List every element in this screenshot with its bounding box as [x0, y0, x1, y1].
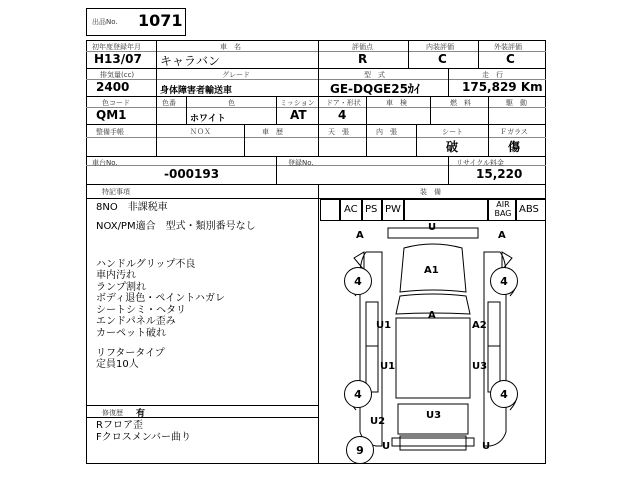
mileage-label: 走 行: [482, 71, 503, 79]
grid-line: [366, 124, 367, 156]
equipment-label: 装 備: [420, 188, 441, 196]
drive-label: 駆 動: [506, 99, 527, 107]
first-reg-label: 初年度登録年月: [92, 43, 141, 51]
color-value: ホワイト: [190, 114, 226, 124]
int-grade-label: 内装評価: [426, 43, 454, 51]
repair-note: Rフロア歪: [96, 420, 143, 431]
grid-line: [318, 124, 319, 156]
glass-label: Ｆガラス: [500, 128, 528, 136]
car-name-value: キャラバン: [160, 54, 221, 68]
car-name-label: 車 名: [220, 43, 241, 51]
damage-right-rear-side: U3: [472, 361, 488, 372]
equipment-airbag: AIR BAG: [494, 200, 512, 218]
score-value: R: [358, 52, 368, 66]
damage-left-front-side: U1: [376, 320, 392, 331]
note-nox: NOX/PM適合 型式・類別番号なし: [96, 221, 256, 232]
equipment-box: [404, 199, 488, 221]
note-defect: ランプ割れ: [96, 282, 146, 293]
reg-no-label: 登録No.: [288, 159, 314, 167]
equipment-pw: PW: [385, 204, 401, 215]
shaken-label: 車 検: [386, 99, 407, 107]
equipment-abs: ABS: [519, 204, 539, 215]
damage-front-left: A: [356, 230, 364, 241]
grid-line: [86, 156, 546, 157]
color-code-label: 色コード: [102, 99, 130, 107]
ceiling-label: 天 張: [328, 128, 349, 136]
vehicle-diagram: [320, 222, 546, 464]
right-side-windows: [488, 302, 500, 392]
int-grade-value: C: [438, 52, 447, 66]
seat-value: 破: [446, 140, 459, 154]
history-label: 車 歴: [262, 128, 283, 136]
grid-line: [86, 107, 546, 108]
tire-rear-right: 4: [490, 380, 518, 408]
grid-line: [86, 51, 546, 52]
tire-rear-left: 4: [344, 380, 372, 408]
displacement-label: 排気量(cc): [100, 71, 135, 79]
repair-value: 有: [136, 409, 146, 419]
roof-outline: [396, 318, 470, 398]
equipment-ac: AC: [344, 204, 358, 215]
mission-label: ミッション: [280, 99, 315, 107]
lot-number-label: 出品No.: [92, 18, 118, 26]
grid-line: [156, 68, 157, 96]
equipment-ps: PS: [365, 204, 378, 215]
repair-note: Fクロスメンバー曲り: [96, 432, 192, 443]
grid-line: [430, 96, 431, 124]
mileage-value: 175,829 Km: [462, 80, 543, 94]
rear-bumper: [392, 438, 474, 446]
spare-tire: 9: [346, 436, 374, 464]
color-label: 色: [228, 99, 235, 107]
grid-line: [448, 68, 449, 96]
model-value: GE-DQGE25ｶｲ: [330, 82, 420, 96]
damage-roof: A: [428, 310, 436, 321]
grid-line: [86, 405, 318, 406]
note-defect: 車内汚れ: [96, 270, 136, 281]
notes-label: 特記事項: [102, 188, 130, 196]
model-label: 型 式: [364, 71, 385, 79]
tire-front-left: 4: [344, 267, 372, 295]
equipment-box: [320, 199, 340, 221]
note-defect: エンドパネル歪み: [96, 316, 176, 327]
grid-line: [186, 96, 187, 124]
grid-line: [86, 124, 546, 125]
ext-grade-label: 外装評価: [494, 43, 522, 51]
note-extra: 定員10人: [96, 359, 139, 370]
fuel-label: 燃 料: [450, 99, 471, 107]
grid-line: [366, 96, 367, 124]
grid-line: [156, 124, 157, 156]
score-label: 評価点: [352, 43, 373, 51]
grid-line: [318, 96, 319, 124]
grid-line: [276, 96, 277, 124]
grid-line: [86, 137, 546, 138]
doors-label: ドア・形状: [326, 99, 361, 107]
maintenance-label: 整備手帳: [96, 128, 124, 136]
grid-line: [86, 184, 546, 185]
note-extra: リフタータイプ: [96, 348, 165, 359]
mission-value: AT: [290, 108, 307, 122]
damage-rear-left: U2: [370, 416, 386, 427]
chassis-no-label: 車台No.: [92, 159, 118, 167]
nox-label: ＮＯＸ: [190, 128, 211, 136]
damage-front-right: A: [498, 230, 506, 241]
color-code-value: QM1: [96, 108, 127, 122]
grid-line: [318, 40, 319, 68]
grid-line: [86, 68, 546, 69]
note-defect: シートシミ・ヘタリ: [96, 305, 186, 316]
displacement-value: 2400: [96, 80, 130, 94]
tire-front-right: 4: [490, 267, 518, 295]
repair-label: 修復歴: [102, 409, 123, 417]
lot-number: 1071: [138, 11, 183, 30]
recycle-label: リサイクル料金: [456, 159, 505, 167]
note-defect: カーペット破れ: [96, 328, 166, 339]
damage-rear-center: U3: [426, 410, 442, 421]
damage-left-rear-side: U1: [380, 361, 396, 372]
note-tax: 8NO 非課税車: [96, 202, 168, 213]
grid-line: [408, 40, 409, 68]
glass-value: 傷: [508, 140, 521, 154]
grid-line: [448, 156, 449, 184]
grid-line: [478, 40, 479, 68]
grid-line: [416, 124, 417, 156]
doors-value: 4: [338, 108, 347, 122]
recycle-value: 15,220: [476, 167, 523, 181]
first-reg-value: H13/07: [94, 52, 142, 66]
color-no-label: 色番: [162, 99, 176, 107]
damage-front-top: U: [428, 222, 437, 233]
interior-label: 内 張: [376, 128, 397, 136]
damage-hood: A1: [424, 265, 439, 276]
grid-line: [156, 96, 157, 124]
note-defect: ボディ退色・ペイントハガレ: [96, 293, 225, 304]
grade-label: グレード: [222, 71, 250, 79]
chassis-no-value: -000193: [164, 167, 220, 181]
grade-value: 身体障害者輸送車: [160, 86, 233, 96]
grid-line: [318, 68, 319, 96]
grid-line: [488, 124, 489, 156]
grid-line: [488, 96, 489, 124]
grid-line: [244, 124, 245, 156]
grid-line: [318, 184, 319, 464]
grid-line: [276, 156, 277, 184]
note-defect: ハンドルグリップ不良: [96, 259, 196, 270]
damage-right-front-side: A2: [472, 320, 487, 331]
seat-label: シート: [442, 128, 463, 136]
damage-bottom-right: U: [482, 441, 491, 452]
ext-grade-value: C: [506, 52, 515, 66]
left-side-windows: [366, 302, 378, 392]
grid-line: [86, 96, 546, 97]
grid-line: [156, 40, 157, 68]
damage-bottom-left: U: [382, 441, 391, 452]
